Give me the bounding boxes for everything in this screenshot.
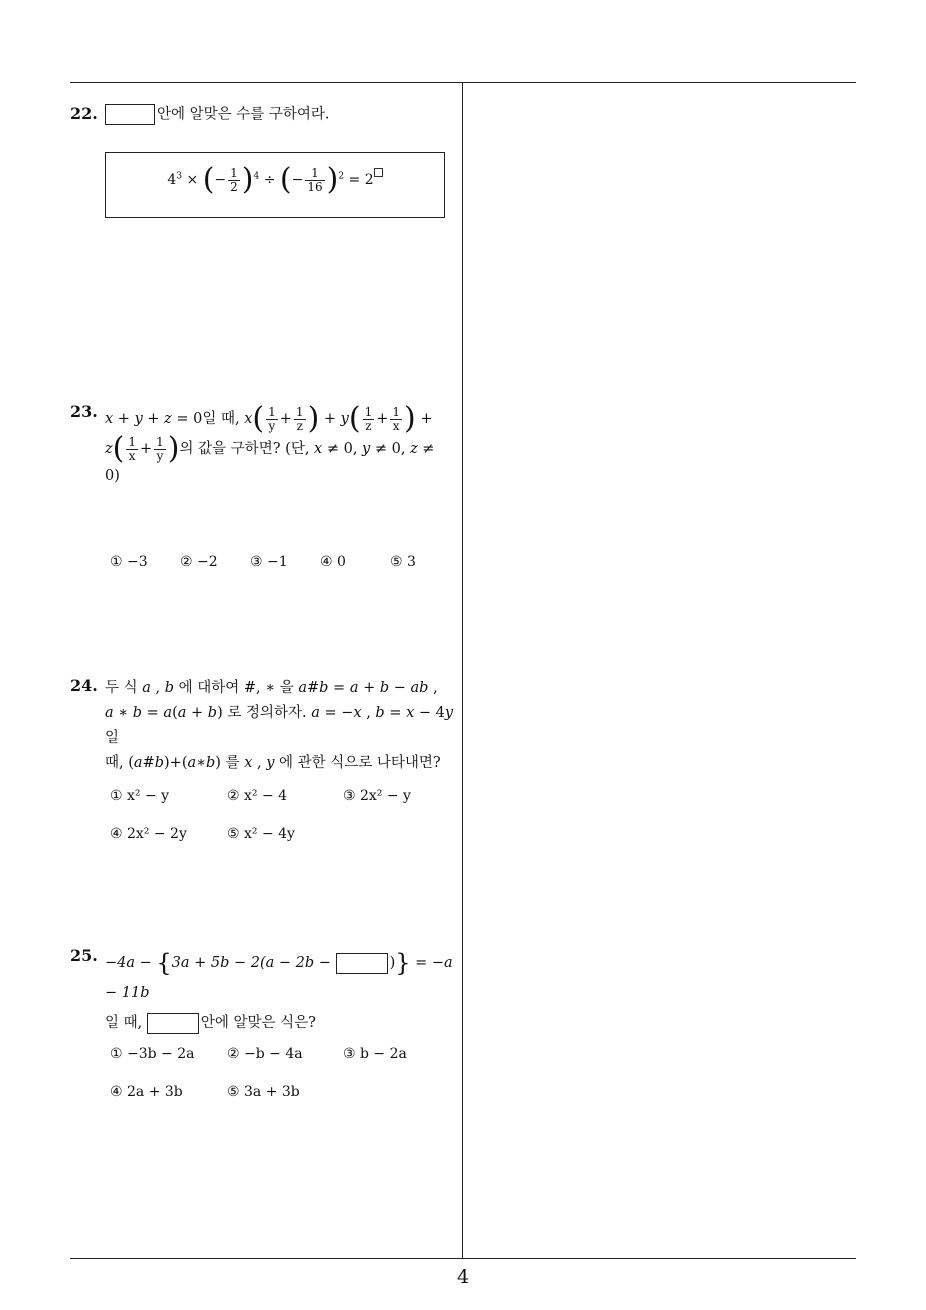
choice-2[interactable]: ② x² − 4	[227, 788, 288, 804]
choice-2[interactable]: ② −2	[180, 554, 218, 570]
choice-1[interactable]: ① −3b − 2a	[110, 1046, 195, 1062]
choice-4[interactable]: ④ 0	[320, 554, 346, 570]
choice-3[interactable]: ③ b − 2a	[343, 1046, 407, 1062]
answer-blank	[105, 104, 155, 125]
choice-2[interactable]: ② −b − 4a	[227, 1046, 303, 1062]
problem-text: x + y + z = 0일 때, x( $\frac{1}{y}$ + $\frac{1}{z}$ ) + y( $\frac{1}{z}$ + $\frac{1}{x}$ ) + z( $\frac{1}{x}$ + $\frac{1}{y}$ )의 값을 구하면? (단, x ≠ 0, y ≠ 0, z ≠ 0)	[105, 401, 435, 484]
problem-number: 24.	[70, 676, 98, 695]
answer-blank-2	[147, 1013, 199, 1034]
problem-23	[70, 402, 460, 582]
choice-3[interactable]: ③ −1	[250, 554, 288, 570]
choice-4[interactable]: ④ 2a + 3b	[110, 1084, 183, 1100]
problem-number: 22.	[70, 104, 98, 123]
choice-5[interactable]: ⑤ x² − 4y	[227, 826, 295, 842]
bottom-rule	[70, 1258, 856, 1259]
choice-4[interactable]: ④ 2x² − 2y	[110, 826, 187, 842]
column-divider	[462, 82, 463, 1258]
problem-number: 23.	[70, 402, 98, 421]
choice-5[interactable]: ⑤ 3	[390, 554, 416, 570]
problem-number: 25.	[70, 946, 98, 965]
choice-3[interactable]: ③ 2x² − y	[343, 788, 411, 804]
problem-text: 두 식 a , b 에 대하여 #, ∗ 을 a#b = a + b − ab , a ∗ b = a(a + b) 로 정의하자. a = −x , b = x − 4y 일 때, (a#b)+(a∗b) 를 x , y 에 관한 식으로 나타내면?	[105, 680, 454, 771]
answer-blank	[336, 953, 388, 974]
equation-box	[105, 152, 445, 218]
problem-24	[70, 676, 460, 846]
equation: $4^3$ × (− $\frac{1}{2}$ )$^4$ ÷ (− $\frac{1}{16}$ )$^2$ = 2	[106, 165, 444, 195]
problem-text: 안에 알맞은 수를 구하여라.	[105, 104, 457, 125]
choice-1[interactable]: ① −3	[110, 554, 148, 570]
page-number: 4	[456, 1266, 470, 1288]
problem-text: −4a − {3a + 5b − 2(a − 2b − )} = −a − 11b 일 때, 안에 알맞은 식은?	[105, 948, 457, 1038]
top-rule	[70, 82, 856, 83]
problem-25	[70, 946, 460, 1106]
problem-22	[70, 104, 460, 234]
choice-1[interactable]: ① x² − y	[110, 788, 170, 804]
choice-5[interactable]: ⑤ 3a + 3b	[227, 1084, 300, 1100]
